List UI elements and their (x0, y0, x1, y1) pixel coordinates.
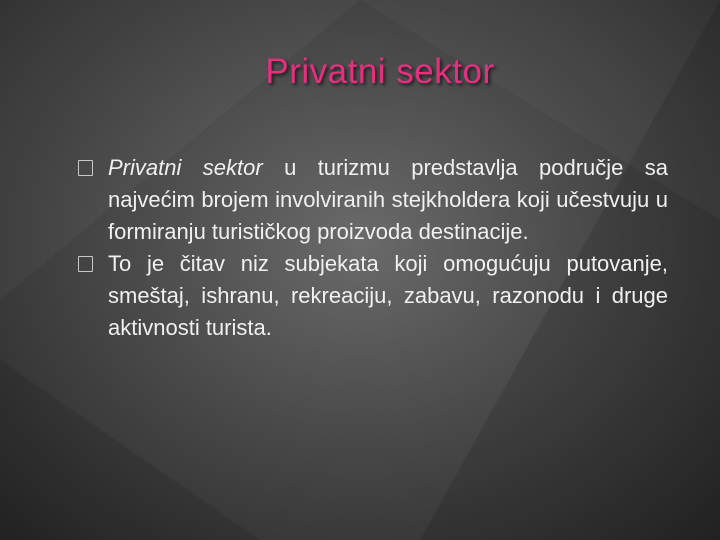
slide-content (78, 152, 668, 344)
empty-square-icon (78, 160, 93, 176)
empty-square-icon (78, 256, 93, 272)
bullet-text: To je čitav niz subjekata koji omogućuju putovanje, smeštaj, ishranu, rekreaciju, zabavu, razonodu i druge aktivnosti turista. (108, 251, 668, 340)
slide-title: Privatni sektor (265, 52, 495, 91)
bullet-item-1 (78, 152, 668, 248)
bullet-text: u turizmu predstavlja područje sa najvećim brojem involviranih stejkholdera koji učestvuju u formiranju turističkog proizvoda destinacije. (108, 155, 669, 244)
bullet-item-2 (78, 248, 668, 344)
bullet-lead-text: Privatni sektor (108, 155, 263, 180)
